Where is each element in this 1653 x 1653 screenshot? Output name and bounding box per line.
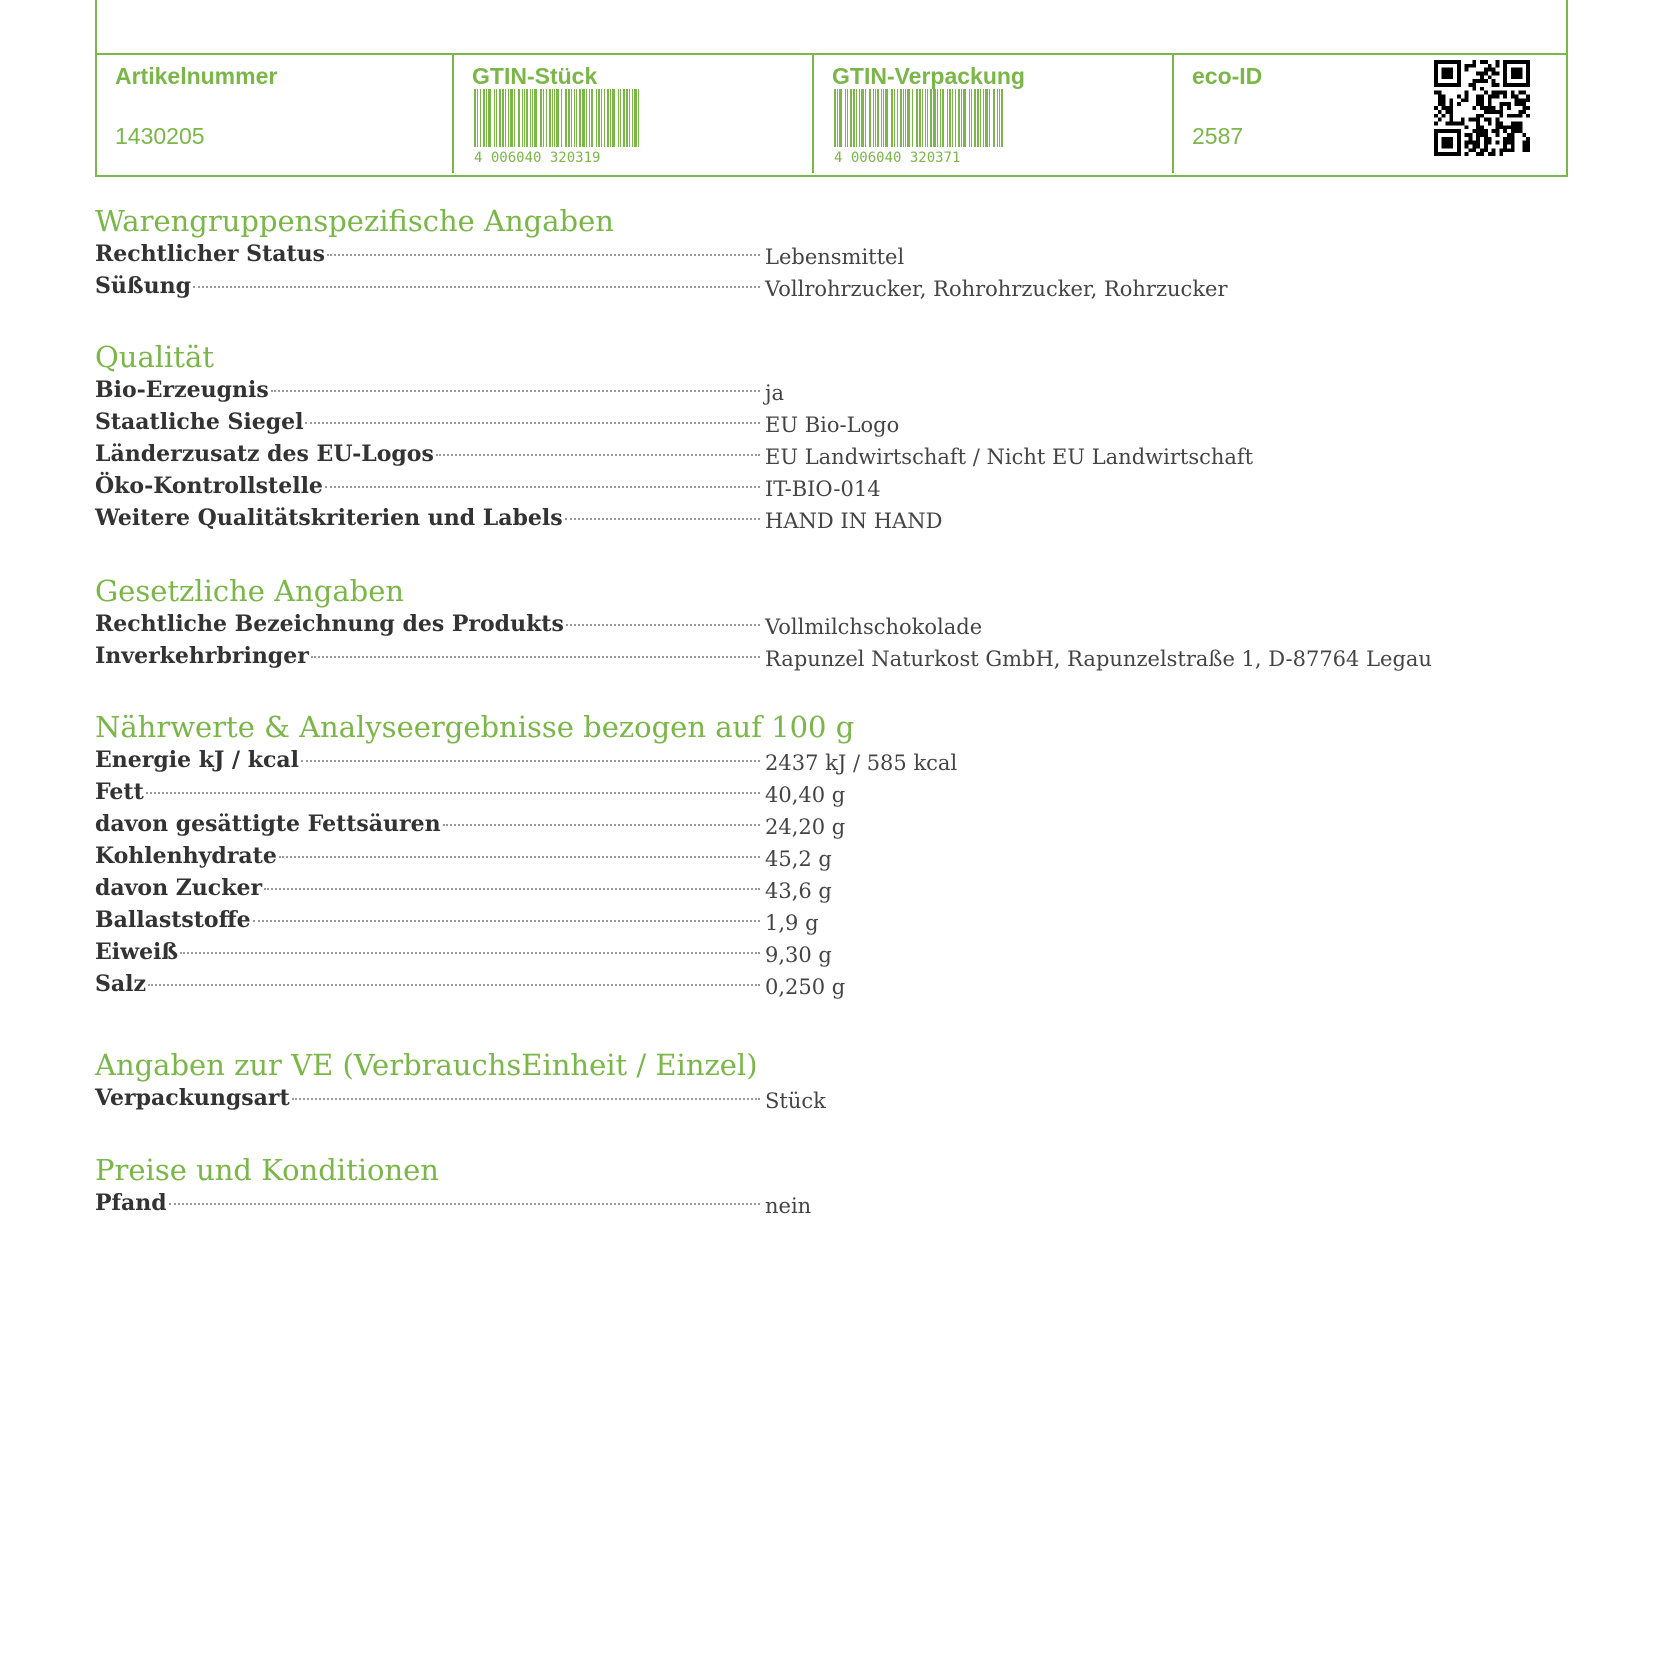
spec-row xyxy=(95,471,1495,503)
section xyxy=(95,339,1495,535)
gtin-verpackung-label: GTIN-Verpackung xyxy=(832,63,1025,89)
spec-label-wrap xyxy=(95,239,760,269)
spec-label: Kohlenhydrate xyxy=(95,843,277,869)
section-title: Preise und Konditionen xyxy=(95,1153,439,1187)
section xyxy=(95,203,1495,303)
spec-value: 40,40 g xyxy=(765,783,846,807)
spec-label: Pfand xyxy=(95,1190,167,1216)
spec-label-wrap xyxy=(95,937,760,967)
spec-label-wrap xyxy=(95,1083,760,1113)
spec-value: EU Bio-Logo xyxy=(765,413,900,437)
artikelnummer-label: Artikelnummer xyxy=(115,63,278,89)
gtin-verpackung-barcode xyxy=(832,89,1016,163)
spec-value: Vollrohrzucker, Rohrohrzucker, Rohrzucker xyxy=(765,277,1228,301)
dot-leader xyxy=(566,624,760,626)
section-title: Warengruppenspezifische Angaben xyxy=(95,204,614,238)
gtin-stueck-barcode xyxy=(472,89,656,163)
spec-value: 43,6 g xyxy=(765,879,832,903)
spec-row xyxy=(95,375,1495,407)
spec-value: 0,250 g xyxy=(765,975,846,999)
spec-row xyxy=(95,777,1495,809)
spec-label: Bio-Erzeugnis xyxy=(95,377,269,403)
spec-label-wrap xyxy=(95,609,760,639)
spec-label-wrap xyxy=(95,1188,760,1218)
spec-row xyxy=(95,1083,1495,1115)
spec-row xyxy=(95,937,1495,969)
section xyxy=(95,573,1495,673)
spec-row xyxy=(95,439,1495,471)
dot-leader xyxy=(436,454,760,456)
spec-label: Öko-Kontrollstelle xyxy=(95,473,323,499)
spec-label-wrap xyxy=(95,745,760,775)
spec-value: 2437 kJ / 585 kcal xyxy=(765,751,958,775)
section xyxy=(95,1047,1495,1115)
spec-label: Eiweiß xyxy=(95,939,179,965)
spec-label-wrap xyxy=(95,503,760,533)
gtin-stueck-cell xyxy=(452,55,814,173)
spec-value: 9,30 g xyxy=(765,943,832,967)
dot-leader xyxy=(169,1203,760,1205)
dot-leader xyxy=(292,1098,760,1100)
spec-label-wrap xyxy=(95,407,760,437)
dot-leader xyxy=(311,656,760,658)
spec-label-wrap xyxy=(95,873,760,903)
dot-leader xyxy=(301,760,760,762)
spec-value: Vollmilchschokolade xyxy=(765,615,983,639)
spec-label: Süßung xyxy=(95,273,191,299)
spec-label: Weitere Qualitätskriterien und Labels xyxy=(95,505,563,531)
spec-label-wrap xyxy=(95,471,760,501)
spec-value: 45,2 g xyxy=(765,847,832,871)
dot-leader xyxy=(443,824,760,826)
section-title: Nährwerte & Analyseergebnisse bezogen auf 100 g xyxy=(95,710,855,744)
spec-row xyxy=(95,271,1495,303)
spec-label: Staatliche Siegel xyxy=(95,409,304,435)
spec-row xyxy=(95,503,1495,535)
spec-row xyxy=(95,239,1495,271)
gtin-verpackung-digits: 4 006040 320371 xyxy=(834,150,961,163)
spec-row xyxy=(95,407,1495,439)
gtin-stueck-digits: 4 006040 320319 xyxy=(474,150,601,163)
spec-row xyxy=(95,969,1495,1001)
dot-leader xyxy=(193,286,760,288)
section-title: Gesetzliche Angaben xyxy=(95,574,405,608)
spec-value: ja xyxy=(765,381,785,405)
spec-label: Rechtliche Bezeichnung des Produkts xyxy=(95,611,564,637)
qr-code xyxy=(1434,60,1530,156)
section-title: Angaben zur VE (VerbrauchsEinheit / Einzel) xyxy=(95,1048,758,1082)
dot-leader xyxy=(565,518,760,520)
spec-row xyxy=(95,1188,1495,1220)
spec-label: Verpackungsart xyxy=(95,1085,290,1111)
spec-label: Salz xyxy=(95,971,146,997)
spec-label: Inverkehrbringer xyxy=(95,643,309,669)
spec-row xyxy=(95,873,1495,905)
gtin-stueck-label: GTIN-Stück xyxy=(472,63,598,89)
spec-row xyxy=(95,609,1495,641)
spec-label: davon gesättigte Fettsäuren xyxy=(95,811,441,837)
spec-label-wrap xyxy=(95,641,760,671)
spec-label-wrap xyxy=(95,439,760,469)
spec-label: Rechtlicher Status xyxy=(95,241,326,267)
spec-label: Ballaststoffe xyxy=(95,907,251,933)
section xyxy=(95,1152,1495,1220)
dot-leader xyxy=(279,856,760,858)
dot-leader xyxy=(271,390,760,392)
section xyxy=(95,709,1495,1001)
spec-row xyxy=(95,641,1495,673)
spec-value: EU Landwirtschaft / Nicht EU Landwirtschaft xyxy=(765,445,1254,469)
spec-value: nein xyxy=(765,1194,812,1218)
dot-leader xyxy=(327,254,760,256)
spec-value: 24,20 g xyxy=(765,815,846,839)
spec-value: IT-BIO-014 xyxy=(765,477,881,501)
spec-label: davon Zucker xyxy=(95,875,263,901)
spec-row xyxy=(95,841,1495,873)
dot-leader xyxy=(148,984,760,986)
spec-row xyxy=(95,809,1495,841)
spec-row xyxy=(95,745,1495,777)
dot-leader xyxy=(264,888,760,890)
spec-label-wrap xyxy=(95,841,760,871)
eco-id-label: eco-ID xyxy=(1192,63,1263,89)
spec-row xyxy=(95,905,1495,937)
spec-label: Fett xyxy=(95,779,144,805)
artikelnummer-cell xyxy=(97,55,447,173)
spec-label: Länderzusatz des EU-Logos xyxy=(95,441,434,467)
dot-leader xyxy=(146,792,760,794)
dot-leader xyxy=(180,952,760,954)
spec-label-wrap xyxy=(95,905,760,935)
spec-value: 1,9 g xyxy=(765,911,819,935)
dot-leader xyxy=(253,920,760,922)
spec-label-wrap xyxy=(95,777,760,807)
spec-value: Rapunzel Naturkost GmbH, Rapunzelstraße 1, D-87764 Legau xyxy=(765,647,1432,671)
spec-value: Stück xyxy=(765,1089,826,1113)
spec-label: Energie kJ / kcal xyxy=(95,747,300,773)
dot-leader xyxy=(325,486,760,488)
spec-label-wrap xyxy=(95,969,760,999)
dot-leader xyxy=(305,422,760,424)
spec-label-wrap xyxy=(95,271,760,301)
spec-label-wrap xyxy=(95,375,760,405)
gtin-verpackung-cell xyxy=(812,55,1174,173)
spec-label-wrap xyxy=(95,809,760,839)
artikelnummer-value: 1430205 xyxy=(115,123,205,149)
eco-id-value: 2587 xyxy=(1192,123,1244,149)
product-header-box xyxy=(95,0,1568,177)
spec-value: HAND IN HAND xyxy=(765,509,943,533)
spec-value: Lebensmittel xyxy=(765,245,905,269)
section-title: Qualität xyxy=(95,340,214,374)
